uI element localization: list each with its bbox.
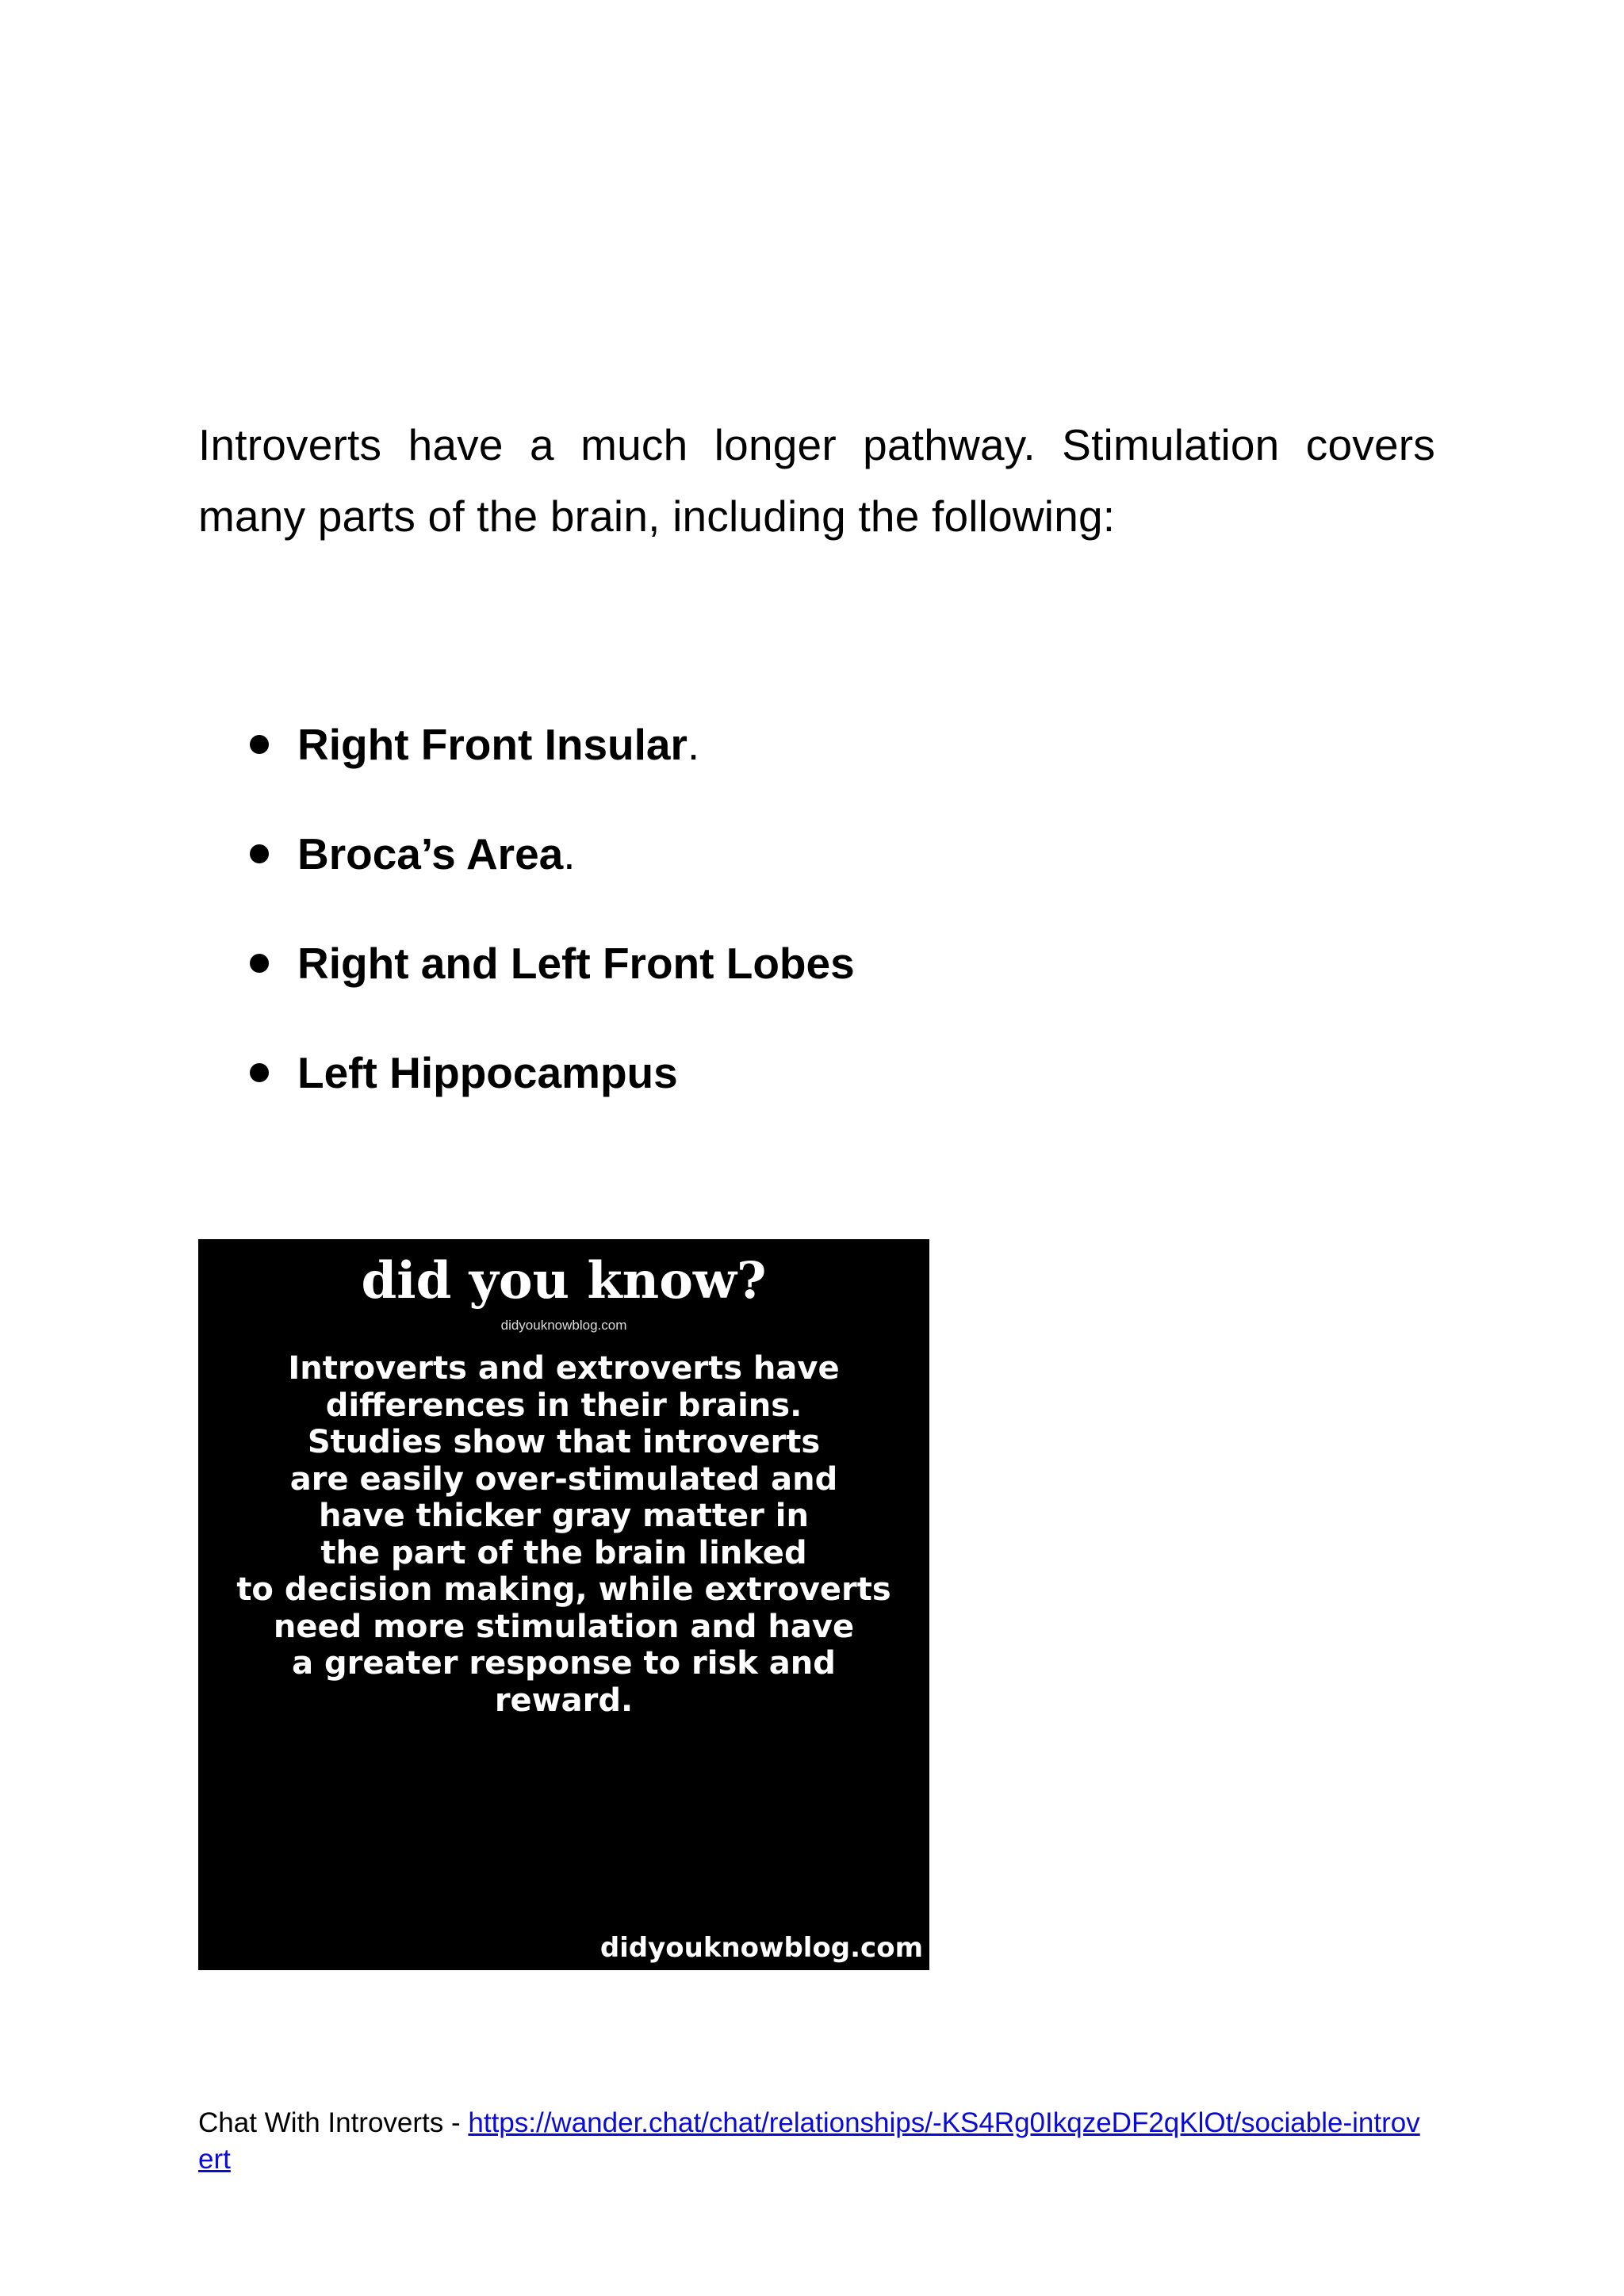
list-item [198,690,1308,799]
source-link[interactable]: https://wander.chat/chat/relationships/-KS4Rg0IkqzeDF2qKlOt/sociable-introvert [198,2107,1420,2175]
bullet-icon [250,735,269,754]
infographic-footer: didyouknowblog.com [599,1932,923,1964]
list-item-label: Right and Left Front Lobes [297,939,855,988]
infographic-body: Introverts and extroverts have differences in their brains. Studies show that introverts are easily over-stimulated and have thicker gray matter in the part of the brain linked to decision making, while extroverts need more stimulation and have a greater response to risk and reward. [236,1350,891,1719]
source-footer [198,2105,1435,2178]
list-item [198,799,1308,909]
infographic-title: did you know? [361,1251,767,1311]
intro-paragraph: Introverts have a much longer pathway. Stimulation covers many parts of the brain, including the following: [198,420,1435,541]
brain-regions-list [198,690,1308,1127]
bullet-icon [250,954,269,973]
list-item [198,1018,1308,1127]
bullet-icon [250,1063,269,1082]
list-item-label: Broca’s Area [297,829,564,878]
list-item-label: Left Hippocampus [297,1048,678,1097]
list-item-label: Right Front Insular [297,720,688,769]
list-item-punct: . [563,829,576,878]
list-item [198,909,1308,1018]
infographic-site-small: didyouknowblog.com [500,1318,627,1333]
did-you-know-image [198,1239,929,1970]
bullet-icon [250,844,269,863]
list-item-punct: . [687,720,700,769]
footer-prefix: Chat With Introverts - [198,2107,469,2138]
